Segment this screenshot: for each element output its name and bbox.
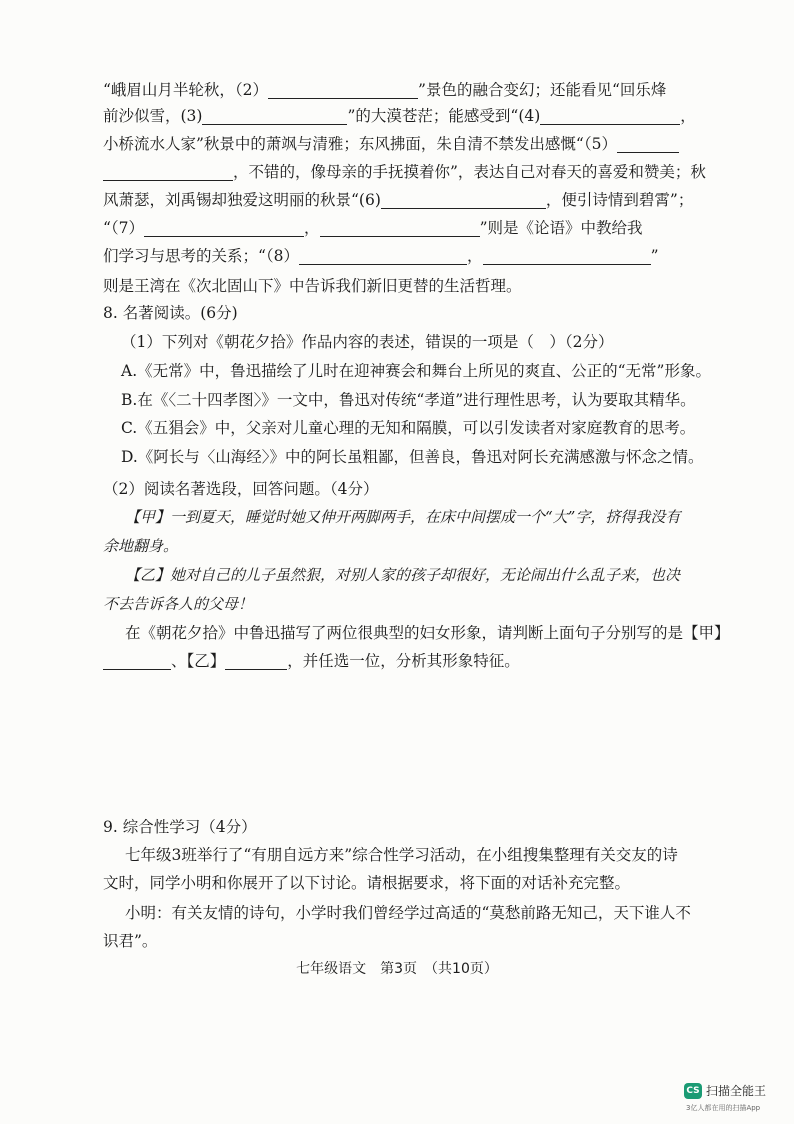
- answer-blank-5a[interactable]: [617, 134, 679, 153]
- page-footer: 七年级语文 第3页 （共10页）: [296, 961, 498, 977]
- q7-line-3: 小桥流水人家”秋景中的萧飒与清雅；东风拂面，朱自清不禁发出感慨“（5）: [103, 130, 683, 158]
- q7-line-1: “峨眉山月半轮秋，（2） ”景色的融合变幻；还能看见“回乐烽: [103, 81, 667, 99]
- q8-question-line1: 在《朝花夕拾》中鲁迅描写了两位很典型的妇女形象，请判断上面句子分别写的是【甲】: [125, 624, 730, 642]
- q7-line-6: “（7） ， ”则是《论语》中教给我: [103, 219, 643, 237]
- q7-line-2: 前沙似雪，(3) ”的大漠苍茫；能感受到“(4) ，: [103, 107, 696, 125]
- q7-line-5: 风萧瑟，刘禹锡却独爱这明丽的秋景“(6) ，便引诗情到碧霄”；: [103, 191, 694, 209]
- scanner-app-name: 扫描全能王: [706, 1084, 767, 1098]
- answer-blank-2[interactable]: [268, 80, 418, 99]
- answer-blank-7b[interactable]: [320, 218, 480, 237]
- cs-logo-icon: CS: [684, 1083, 702, 1099]
- q9-para-1: 七年级3班举行了“有朋自远方来”综合性学习活动，在小组搜集整理有关交友的诗: [125, 846, 678, 864]
- q9-para-3: 小明：有关友情的诗句，小学时我们曾经学过高适的“莫愁前路无知己，天下谁人不: [125, 904, 691, 922]
- answer-blank-jia[interactable]: [103, 651, 171, 670]
- scanner-tagline: 3亿人都在用的扫描App: [686, 1104, 761, 1112]
- q9-para-4: 识君”。: [103, 932, 158, 950]
- q8-option-a[interactable]: A.《无常》中，鲁迅描绘了儿时在迎神赛会和舞台上所见的爽直、公正的“无常”形象。: [121, 362, 711, 380]
- q7-line-8: 则是王湾在《次北固山下》中告诉我们新旧更替的生活哲理。: [103, 277, 522, 295]
- answer-blank-8b[interactable]: [483, 246, 651, 265]
- scanner-watermark: [684, 1082, 766, 1099]
- excerpt-jia-line2: 余地翻身。: [103, 537, 179, 555]
- q8-title: 8. 名著阅读。(6分): [103, 304, 238, 322]
- answer-blank-7a[interactable]: [144, 218, 304, 237]
- q7-line-4: ，不错的，像母亲的手抚摸着你”，表达自己对春天的喜爱和赞美；秋: [103, 158, 683, 186]
- answer-blank-8a[interactable]: [299, 246, 467, 265]
- q9-title: 9. 综合性学习（4分）: [103, 818, 257, 836]
- excerpt-yi-line1: 【乙】她对自己的儿子虽然狠，对别人家的孩子却很好，无论闹出什么乱子来，也决: [125, 566, 681, 584]
- q8-sub2: （2）阅读名著选段，回答问题。（4分）: [103, 480, 379, 498]
- q8-question-line2: 、【乙】 ，并任选一位，分析其形象特征。: [103, 647, 683, 675]
- q9-para-2: 文时，同学小明和你展开了以下讨论。请根据要求，将下面的对话补充完整。: [103, 874, 631, 892]
- q8-option-d[interactable]: D.《阿长与〈山海经〉》中的阿长虽粗鄙，但善良，鲁迅对阿长充满感激与怀念之情。: [121, 448, 704, 466]
- answer-blank-3[interactable]: [202, 106, 347, 125]
- answer-blank-yi[interactable]: [225, 651, 287, 670]
- q8-sub1: （1）下列对《朝花夕拾》作品内容的表述，错误的一项是（ ）（2分）: [121, 333, 614, 351]
- excerpt-jia-line1: 【甲】一到夏天，睡觉时她又伸开两脚两手，在床中间摆成一个“大”字，挤得我没有: [125, 508, 681, 526]
- answer-blank-5b[interactable]: [103, 162, 233, 181]
- q8-option-b[interactable]: B.在《〈二十四孝图〉》一文中，鲁迅对传统“孝道”进行理性思考，认为要取其精华。: [121, 391, 696, 409]
- answer-blank-6[interactable]: [381, 190, 546, 209]
- q7-line-7: 们学习与思考的关系；“（8） ， ”: [103, 247, 659, 265]
- q8-option-c[interactable]: C.《五猖会》中，父亲对儿童心理的无知和隔膜，可以引发读者对家庭教育的思考。: [121, 419, 696, 437]
- excerpt-yi-line2: 不去告诉各人的父母！: [103, 595, 254, 613]
- answer-blank-4[interactable]: [540, 106, 680, 125]
